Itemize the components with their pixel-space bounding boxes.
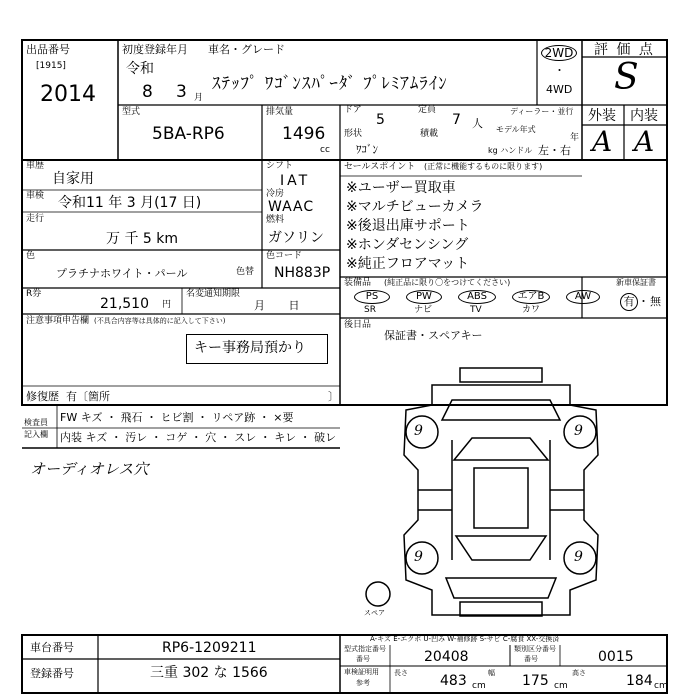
drive-2wd-circle — [541, 45, 577, 61]
year-unit: 年 — [570, 133, 580, 143]
notes-label: 注意事項申告欄 — [26, 316, 90, 326]
mileage-label: 走行 — [26, 214, 45, 224]
color-value: プラチナホワイト・パール — [56, 267, 188, 280]
equip-ps-circle — [354, 290, 390, 304]
key-note: キー事務局預かり — [194, 340, 306, 356]
era: 令和 — [126, 61, 154, 77]
designation-value: 20408 — [424, 649, 469, 665]
tire-mark-rl: 9 — [414, 549, 423, 565]
cert-label: 車検証明用 — [344, 668, 379, 676]
category-sub: 番号 — [524, 655, 538, 663]
name-change-value: 月 日 — [254, 299, 300, 312]
designation-label: 型式指定番号 — [344, 645, 386, 653]
equipment-label: 装備品 — [344, 278, 372, 288]
handle-label: kg ハンドル — [488, 146, 533, 155]
height-label: 高さ — [572, 669, 586, 677]
equip-pw: PW — [416, 291, 432, 302]
capacity-unit: 人 — [472, 117, 483, 130]
month-unit: 月 — [194, 93, 204, 103]
class-label: 車歴 — [26, 161, 45, 171]
equip-airbag: エアB — [517, 291, 545, 302]
name-label: 車名・グレード — [208, 43, 285, 56]
length-unit: cm — [472, 681, 486, 691]
equip-aw: AW — [574, 291, 592, 302]
doors-value: 5 — [376, 112, 385, 128]
width-value: 175 — [522, 673, 549, 689]
fuel-value: ガソリン — [268, 230, 324, 246]
score-value: S — [614, 57, 639, 98]
lot-label: 出品番号 — [26, 43, 70, 56]
repair-close: 〕 — [328, 390, 339, 403]
sales-item: ※ホンダセンシング — [346, 237, 469, 253]
model-value: 5BA-RP6 — [152, 124, 225, 144]
model-label: 型式 — [122, 107, 141, 117]
displacement-value: 1496 — [282, 124, 326, 144]
aftermarket-label: 後日品 — [344, 320, 372, 330]
recycle-unit: 円 — [162, 300, 172, 310]
int-score: A — [634, 125, 655, 158]
tire-mark-rr: 9 — [574, 549, 583, 565]
score-label: 評 価 点 — [594, 42, 655, 58]
handle-value: 左・右 — [538, 144, 571, 157]
warranty-no: 無 — [650, 295, 661, 308]
equip-sr: SR — [364, 305, 376, 315]
height-unit: cm — [654, 681, 668, 691]
color-label: 色 — [26, 251, 36, 261]
color-code: NH883P — [274, 265, 331, 281]
repair-label: 修復歴 — [26, 390, 59, 403]
repair-value: 有〔箇所 — [66, 390, 110, 403]
equip-abs: ABS — [467, 291, 487, 302]
equip-pw-circle — [406, 290, 442, 304]
inspector-label-2: 記入欄 — [24, 430, 48, 439]
sales-item: ※後退出庫サポート — [346, 218, 470, 234]
sales-item: ※マルチビューカメラ — [346, 199, 484, 215]
width-unit: cm — [554, 681, 568, 691]
capacity-value: 7 — [452, 112, 461, 128]
width-label: 幅 — [488, 669, 495, 677]
class-value: 自家用 — [52, 171, 94, 187]
plate-value: 三重 302 な 1566 — [150, 665, 268, 681]
int-label: 内装 — [630, 108, 658, 124]
sales-label: セールスポイント — [344, 162, 416, 172]
reg-year: 8 — [142, 82, 153, 102]
length-value: 483 — [440, 673, 467, 689]
door-label: ドア — [344, 105, 362, 115]
inspection-label: 車検 — [26, 191, 45, 201]
sales-item: ※ユーザー買取車 — [346, 180, 456, 196]
warranty-sep: ・ — [638, 295, 649, 308]
aftermarket-value: 保証書・スペアキー — [384, 329, 483, 342]
inspector-row-2: 内装 キズ ・ 汚レ ・ コゲ ・ 穴 ・ スレ ・ キレ ・ 破レ — [60, 431, 337, 444]
recycle-value: 21,510 — [100, 296, 149, 312]
equip-abs-circle — [458, 290, 496, 304]
lot-sub: [1915] — [36, 61, 66, 71]
spare-label: スペア — [364, 609, 385, 617]
shape-label: 形状 — [344, 129, 363, 139]
plate-label: 登録番号 — [30, 667, 74, 680]
frame-label: 車台番号 — [30, 641, 74, 654]
ext-label: 外装 — [588, 108, 616, 124]
mileage-value: 万 千 5 km — [106, 231, 179, 247]
handwritten-note: オーディオレス穴 — [30, 460, 149, 478]
warranty-label: 新車保証書 — [616, 278, 656, 287]
tire-mark-fr: 9 — [574, 423, 583, 439]
recycle-label: R券 — [26, 289, 42, 299]
dealer-label: ディーラー・並行 — [510, 107, 574, 116]
warranty-yes-circle — [620, 293, 638, 311]
reg-label: 初度登録年月 — [122, 43, 188, 56]
model-year-label: モデル年式 — [496, 125, 536, 134]
reg-month: 3 — [176, 82, 187, 102]
equip-ps: PS — [365, 291, 379, 302]
equip-navi: ナビ — [414, 305, 433, 315]
damage-legend: A-キズ E-エクボ U-凹み W-補修跡 S-サビ C-腐食 XX-交換済 — [370, 635, 560, 643]
weight-label: 積載 — [420, 129, 439, 139]
inspection-value: 令和11 年 3 月(17 日) — [58, 195, 202, 211]
frame-value: RP6-1209211 — [162, 640, 257, 656]
equipment-sub: (純正品に限り〇をつけてください) — [384, 278, 511, 287]
inspector-row-1: FW キズ ・ 飛石 ・ ヒビ割 ・ リペア跡 ・ ×要 — [60, 411, 294, 424]
ext-score: A — [592, 125, 613, 158]
lot-number: 2014 — [40, 82, 96, 107]
color-no-label: 色替 — [236, 267, 255, 277]
drive-4wd: 4WD — [546, 83, 573, 96]
length-label: 長さ — [394, 669, 408, 677]
disp-label: 排気量 — [266, 107, 294, 117]
ac-label: 冷房 — [266, 189, 285, 199]
capacity-label: 定員 — [418, 105, 437, 115]
sales-sub: (正常に機能するものに限ります) — [424, 162, 543, 171]
equip-airbag-circle — [512, 290, 550, 304]
cert-sub: 参考 — [356, 679, 370, 687]
height-value: 184 — [626, 673, 653, 689]
category-label: 類別区分番号 — [514, 645, 556, 653]
category-value: 0015 — [598, 649, 634, 665]
warranty-yes: 有 — [623, 295, 635, 308]
drive-dot: ・ — [554, 64, 565, 77]
drive-2wd: 2WD — [544, 46, 574, 60]
equip-leather: カワ — [522, 305, 541, 315]
shift-label: シフト — [266, 161, 294, 171]
designation-sub: 番号 — [356, 655, 370, 663]
shape-value: ﾜｺﾞﾝ — [356, 143, 378, 156]
equip-tv: TV — [470, 305, 482, 315]
car-name: ｽﾃｯﾌﾟ ﾜｺﾞﾝｽﾊﾟｰﾀﾞ ﾌﾟﾚﾐｱﾑﾗｲﾝ — [212, 74, 448, 94]
tire-mark-fl: 9 — [414, 423, 423, 439]
inspector-label-1: 検査員 — [24, 418, 48, 427]
sales-item: ※純正フロアマット — [346, 256, 470, 272]
notes-sub: (不具合内容等は具体的に記入して下さい) — [94, 317, 226, 325]
name-change-label: 名変通知期限 — [186, 289, 241, 299]
color-code-label: 色コード — [266, 251, 303, 261]
ac-value: WAAC — [268, 199, 315, 215]
equip-aw-circle — [566, 290, 600, 304]
cc-unit: cc — [320, 145, 330, 155]
shift-value: IAT — [280, 173, 311, 189]
fuel-label: 燃料 — [266, 215, 285, 225]
